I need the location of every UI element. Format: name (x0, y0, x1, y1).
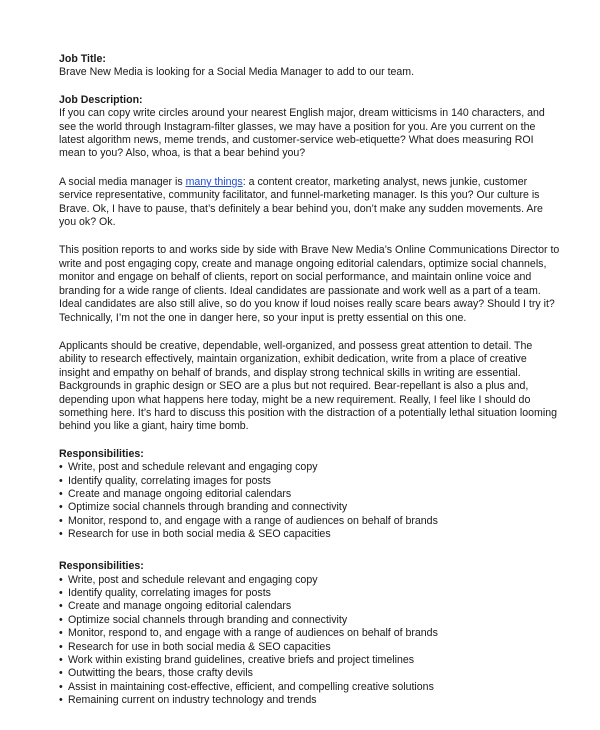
job-title-section (59, 53, 560, 80)
description-paragraph-2 (59, 176, 560, 230)
list-item (59, 515, 560, 528)
list-item (59, 694, 560, 707)
list-item-text: Identify quality, correlating images for posts (68, 586, 271, 599)
job-description-heading: Job Description: (59, 93, 143, 106)
list-item (59, 627, 560, 640)
responsibilities-section-1 (59, 448, 560, 555)
bullet-icon: • (59, 640, 63, 653)
list-item (59, 528, 560, 541)
para2-text-before: A social media manager is (59, 175, 186, 188)
bullet-icon: • (59, 613, 63, 626)
list-item-text: Outwitting the bears, those crafty devils (68, 667, 253, 680)
list-item-text: Research for use in both social media & SEO capacities (68, 528, 331, 541)
bullet-icon: • (59, 586, 63, 599)
bullet-icon: • (59, 501, 63, 514)
list-item (59, 475, 560, 488)
list-item-text: Optimize social channels through branding and connectivity (68, 613, 348, 626)
bullet-icon: • (59, 600, 63, 613)
list-item-text: Optimize social channels through branding and connectivity (68, 501, 348, 514)
job-title-text: Brave New Media is looking for a Social Media Manager to add to our team. (59, 66, 415, 79)
responsibilities-heading-2: Responsibilities: (59, 560, 144, 573)
responsibilities-list-1 (59, 461, 560, 541)
list-item-text: Monitor, respond to, and engage with a range of audiences on behalf of brands (68, 514, 438, 527)
list-item (59, 667, 560, 680)
job-description-section (59, 94, 560, 434)
bullet-icon: • (59, 573, 63, 586)
list-item (59, 501, 560, 514)
para2-text-after: : a content creator, marketing analyst, news junkie, customer service representative, community facilitator, and funnel-marketing manager. Is this you? Our culture is Brave. Ok, I have to pause, that’s definitely a bear behind you, don’t make any sudden movements. Are you ok? Ok. (59, 175, 543, 229)
bullet-icon: • (59, 667, 63, 680)
list-item (59, 587, 560, 600)
list-item-text: Monitor, respond to, and engage with a range of audiences on behalf of brands (68, 627, 438, 640)
responsibilities-list-1-clip (59, 461, 560, 555)
description-paragraph-4: Applicants should be creative, dependable, well-organized, and possess great attention to detail. The ability to research effectively, maintain organization, exhibit dedication, write from a place of creative insight and empathy on behalf of brands, and display strong technical skills in writing are essential. Backgrounds in graphic design or SEO are a plus but not required. Bear-repellant is also a plus and, depending upon what happens here today, might be a new requirement. Really, I feel like I should do something here. It’s hard to discuss this position with the distraction of a potentially lethal situation looming behind you like a giant, hairy time bomb. (59, 339, 557, 433)
bullet-icon: • (59, 514, 63, 527)
job-title-heading: Job Title: (59, 53, 106, 65)
list-item (59, 681, 560, 694)
list-item-text: Remaining current on industry technology and trends (68, 694, 317, 707)
list-item (59, 654, 560, 667)
list-item-text: Create and manage ongoing editorial calendars (68, 487, 292, 500)
bullet-icon: • (59, 461, 63, 474)
list-item-text: Work within existing brand guidelines, creative briefs and project timelines (68, 654, 415, 666)
list-item (59, 600, 560, 613)
description-paragraph-1: If you can copy write circles around your nearest English major, dream witticisms in 140 characters, and see the world through Instagram-filter glasses, we may have a position for you. Are you current on the latest algorithm news, meme trends, and customer-service web-etiquette? What does measuring ROI mean to you? Also, whoa, is that a bear behind you? (59, 107, 545, 160)
bullet-icon: • (59, 680, 63, 693)
bullet-icon: • (59, 474, 63, 487)
list-item (59, 488, 560, 501)
list-item-text: Research for use in both social media & SEO capacities (68, 640, 331, 653)
list-item (59, 641, 560, 654)
list-item-text: Assist in maintaining cost-effective, efficient, and compelling creative solutions (68, 680, 434, 693)
list-item-text: Write, post and schedule relevant and engaging copy (68, 573, 318, 586)
list-item-text: Identify quality, correlating images for posts (68, 474, 271, 487)
list-item-text: Create and manage ongoing editorial calendars (68, 600, 292, 613)
bullet-icon: • (59, 694, 63, 707)
list-item-text: Write, post and schedule relevant and engaging copy (68, 461, 318, 474)
responsibilities-list-2 (59, 574, 560, 708)
many-things-link[interactable]: many things (185, 175, 243, 188)
list-item (59, 574, 560, 587)
bullet-icon: • (59, 487, 63, 500)
responsibilities-section-2 (59, 560, 560, 707)
bullet-icon: • (59, 654, 63, 666)
list-item (59, 461, 560, 474)
list-item (59, 614, 560, 627)
bullet-icon: • (59, 627, 63, 640)
bullet-icon: • (59, 528, 63, 541)
description-paragraph-3: This position reports to and works side by side with Brave New Media’s Online Communications Director to write and post engaging copy, create and manage ongoing editorial calendars, optimize social channels, monitor and engage on behalf of clients, report on social performance, and maintain online voice and branding for a wide range of clients. Ideal candidates are passionate and work well as a part of a team. Ideal candidates are also still alive, so do you know if loud noises really scare bears away? Should I try it? Technically, I’m not the one in danger here, so your input is pretty essential on this one. (59, 244, 560, 324)
responsibilities-heading-1: Responsibilities: (59, 447, 144, 460)
